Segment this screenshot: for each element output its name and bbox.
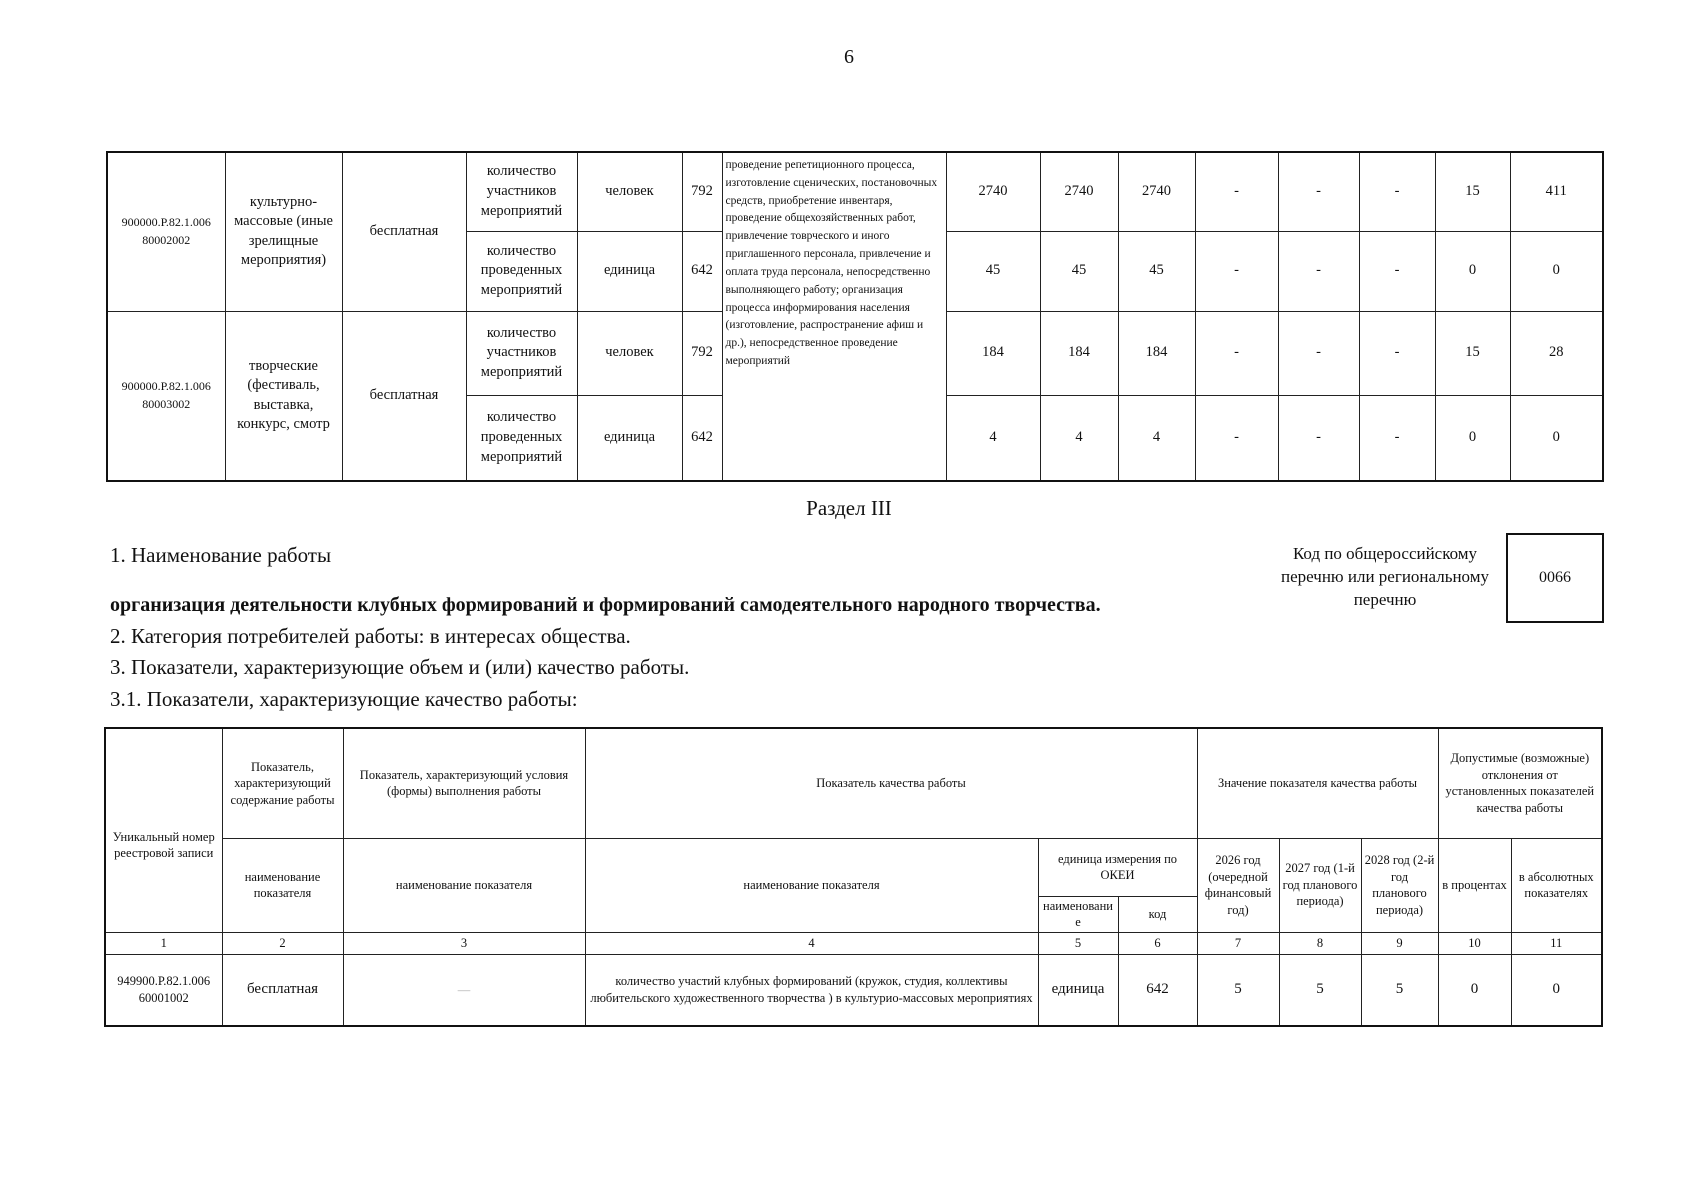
quality-indicators-heading: 3.1. Показатели, характеризующие качество работы: — [110, 687, 578, 711]
deviation-absolute: 28 — [1510, 311, 1603, 395]
header-content: Показатель, характеризующий содержание работы — [222, 728, 343, 838]
unit-code: 792 — [682, 152, 722, 231]
price-2028: - — [1359, 311, 1435, 395]
price-2028: - — [1359, 395, 1435, 481]
column-number: 4 — [585, 932, 1038, 954]
code-label: Код по общероссийскому перечню или региональному перечню — [1281, 544, 1489, 609]
value-2026: 5 — [1197, 954, 1279, 1026]
unit-code: 642 — [1118, 954, 1197, 1026]
indicators-heading: 3. Показатели, характеризующие объем и (или) качество работы. — [110, 655, 690, 679]
content-value: бесплатная — [222, 954, 343, 1026]
header-okei: единица измерения по ОКЕИ — [1038, 838, 1197, 896]
price-2027: - — [1278, 231, 1359, 311]
column-number: 5 — [1038, 932, 1118, 954]
price-2026: - — [1195, 311, 1278, 395]
header-okei-name: наименование — [1038, 896, 1118, 932]
value-2027: 184 — [1040, 311, 1118, 395]
header-conditions: Показатель, характеризующий условия (формы) выполнения работы — [343, 728, 585, 838]
work-form: бесплатная — [342, 311, 466, 481]
header-2028: 2028 год (2-й год планового периода) — [1361, 838, 1438, 932]
deviation-percent: 0 — [1435, 395, 1510, 481]
value-2026: 184 — [946, 311, 1040, 395]
registry-number: 949900.Р.82.1.006 60001002 — [105, 954, 222, 1026]
price-2026: - — [1195, 231, 1278, 311]
value-2027: 4 — [1040, 395, 1118, 481]
column-number: 6 — [1118, 932, 1197, 954]
consumer-category: 2. Категория потребителей работы: в интересах общества. — [110, 624, 631, 648]
unit-code: 792 — [682, 311, 722, 395]
header-values: Значение показателя качества работы — [1197, 728, 1438, 838]
code-value: 0066 — [1539, 569, 1571, 586]
value-2028: 184 — [1118, 311, 1195, 395]
table-row — [107, 152, 1603, 231]
deviation-absolute: 0 — [1511, 954, 1602, 1026]
indicator-name: количество участников мероприятий — [466, 311, 577, 395]
header-2027: 2027 год (1-й год планового периода) — [1279, 838, 1361, 932]
column-number: 2 — [222, 932, 343, 954]
column-number: 10 — [1438, 932, 1511, 954]
quality-name: количество участий клубных формирований (кружок, студия, коллективы любительского художественного творчества ) в культурио-массовых мероприятиях — [585, 954, 1038, 1026]
work-content: культурно-массовые (иные зрелищные мероприятия) — [225, 152, 342, 311]
conditions-value: — — [343, 954, 585, 1026]
deviation-absolute: 0 — [1510, 395, 1603, 481]
deviation-absolute: 0 — [1510, 231, 1603, 311]
price-2027: - — [1278, 152, 1359, 231]
deviation-percent: 0 — [1435, 231, 1510, 311]
table-row — [105, 954, 1602, 1026]
column-number: 9 — [1361, 932, 1438, 954]
column-number-row — [105, 932, 1602, 954]
value-2027: 45 — [1040, 231, 1118, 311]
indicator-name: количество участников мероприятий — [466, 152, 577, 231]
value-2028: 45 — [1118, 231, 1195, 311]
value-2028: 2740 — [1118, 152, 1195, 231]
header-quality: Показатель качества работы — [585, 728, 1197, 838]
value-2027: 5 — [1279, 954, 1361, 1026]
column-number: 3 — [343, 932, 585, 954]
value-2028: 5 — [1361, 954, 1438, 1026]
header-percent: в процентах — [1438, 838, 1511, 932]
header-okei-code: код — [1118, 896, 1197, 932]
value-2027: 2740 — [1040, 152, 1118, 231]
unit-name: человек — [577, 152, 682, 231]
header-row — [105, 728, 1602, 838]
header-2026: 2026 год (очередной финансовый год) — [1197, 838, 1279, 932]
header-content-name: наименование показателя — [222, 838, 343, 932]
header-deviations: Допустимые (возможные) отклонения от установленных показателей качества работы — [1438, 728, 1602, 838]
deviation-percent: 15 — [1435, 152, 1510, 231]
work-content: творческие (фестиваль, выставка, конкурс, смотр — [225, 311, 342, 481]
column-number: 1 — [105, 932, 222, 954]
unit-name: единица — [1038, 954, 1118, 1026]
work-name: организация деятельности клубных формирований и формирований самодеятельного народного творчества. — [110, 594, 1101, 616]
work-form: бесплатная — [342, 152, 466, 311]
price-2027: - — [1278, 395, 1359, 481]
deviation-percent: 15 — [1435, 311, 1510, 395]
price-2027: - — [1278, 311, 1359, 395]
page-number: 6 — [844, 46, 854, 68]
table-work-volume — [106, 151, 1604, 482]
price-2028: - — [1359, 231, 1435, 311]
work-description: проведение репетиционного процесса, изготовление сценических, постановочных средств, приобретение инвентаря, проведение общехозяйственных работ, привлечение товрческого и иного приглашенного персонала, привлечение и оплата труда персонала, непосредственно выполняющего работу; организация процесса информирования населения (изготовление, распространение афиш и др.), непосредственное проведение мероприятий — [722, 152, 946, 481]
registry-number: 900000.Р.82.1.006 80003002 — [107, 311, 225, 481]
value-2026: 45 — [946, 231, 1040, 311]
column-number: 8 — [1279, 932, 1361, 954]
work-name-label: 1. Наименование работы — [110, 543, 332, 567]
deviation-absolute: 411 — [1510, 152, 1603, 231]
table-work-quality — [104, 727, 1603, 1027]
deviation-percent: 0 — [1438, 954, 1511, 1026]
header-row — [105, 838, 1602, 896]
price-2028: - — [1359, 152, 1435, 231]
value-2028: 4 — [1118, 395, 1195, 481]
section-title: Раздел III — [806, 496, 892, 520]
unit-code: 642 — [682, 395, 722, 481]
unit-name: единица — [577, 231, 682, 311]
price-2026: - — [1195, 152, 1278, 231]
unit-name: единица — [577, 395, 682, 481]
column-number: 7 — [1197, 932, 1279, 954]
value-2026: 2740 — [946, 152, 1040, 231]
unit-name: человек — [577, 311, 682, 395]
unit-code: 642 — [682, 231, 722, 311]
indicator-name: количество проведенных мероприятий — [466, 395, 577, 481]
header-absolute: в абсолютных показателях — [1511, 838, 1602, 932]
header-conditions-name: наименование показателя — [343, 838, 585, 932]
column-number: 11 — [1511, 932, 1602, 954]
code-value-box — [1506, 533, 1604, 623]
header-registry-number: Уникальный номер реестровой записи — [105, 728, 222, 932]
registry-number: 900000.Р.82.1.006 80002002 — [107, 152, 225, 311]
indicator-name: количество проведенных мероприятий — [466, 231, 577, 311]
price-2026: - — [1195, 395, 1278, 481]
header-quality-name: наименование показателя — [585, 838, 1038, 932]
value-2026: 4 — [946, 395, 1040, 481]
